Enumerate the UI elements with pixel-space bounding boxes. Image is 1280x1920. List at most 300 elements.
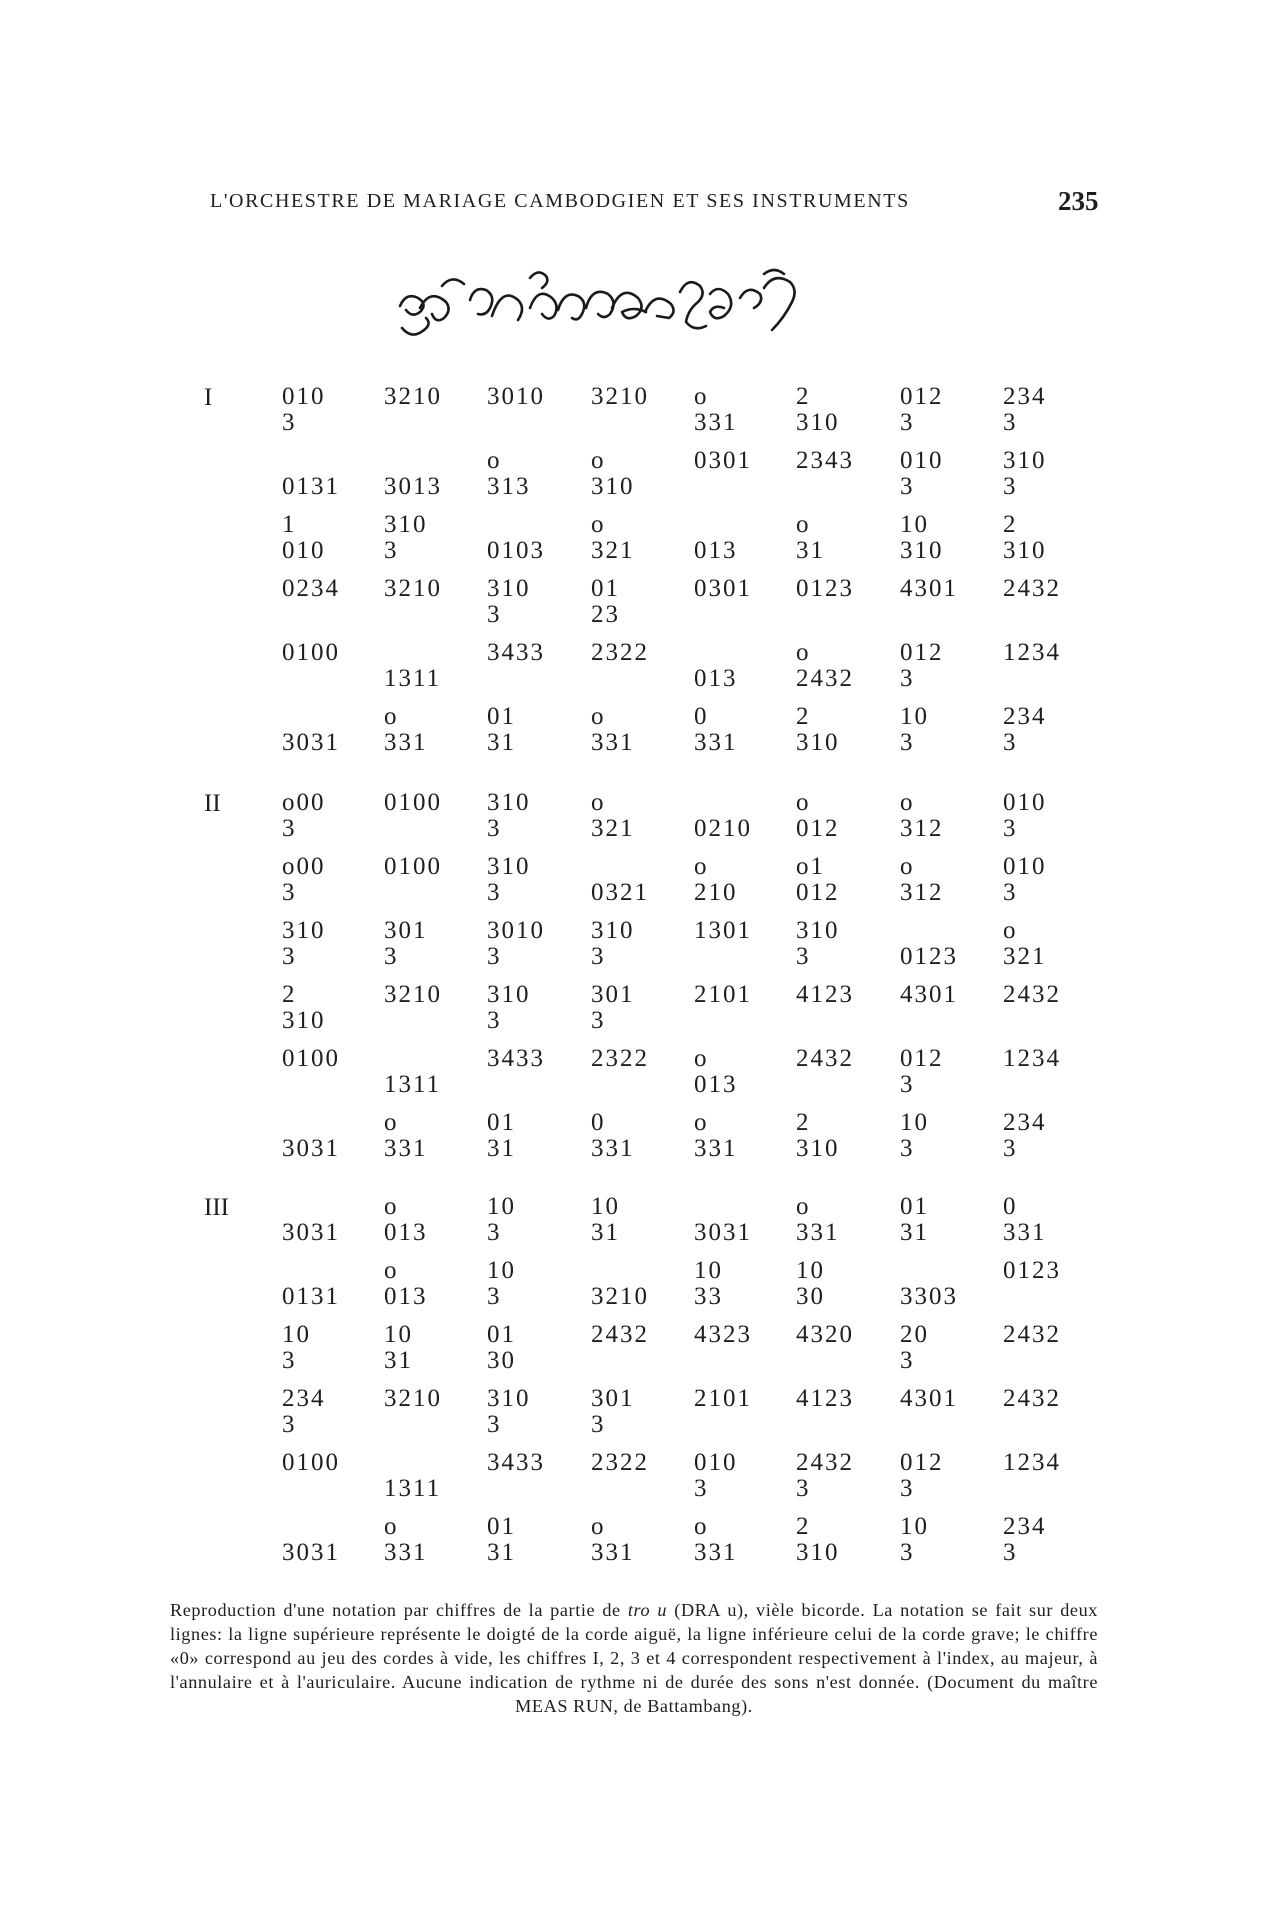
- upper-string-digits: o: [591, 789, 606, 816]
- upper-string-digits: 234: [1003, 1109, 1047, 1136]
- lower-string-digits: 3: [282, 1347, 297, 1374]
- upper-string-digits: 4323: [694, 1321, 752, 1348]
- notation-cell: [796, 1386, 908, 1438]
- notation-cell: [900, 790, 1012, 842]
- notation-cell: [591, 640, 703, 692]
- notation-cell: [1003, 982, 1115, 1034]
- notation-cell: [591, 384, 703, 436]
- upper-string-digits: 4301: [900, 981, 958, 1008]
- upper-string-digits: 1: [282, 511, 297, 538]
- notation-cell: [694, 854, 806, 906]
- notation-cell: [384, 854, 496, 906]
- notation-cell: [796, 1450, 908, 1502]
- upper-string-digits: o: [384, 1257, 399, 1284]
- lower-string-digits: 31: [796, 537, 825, 564]
- notation-cell: [591, 982, 703, 1034]
- upper-string-digits: 2432: [796, 1045, 854, 1072]
- notation-cell: [1003, 1046, 1115, 1098]
- notation-cell: [282, 384, 394, 436]
- notation-cell: [282, 790, 394, 842]
- page-number: 235: [1058, 186, 1099, 216]
- upper-string-digits: 4320: [796, 1321, 854, 1348]
- lower-string-digits: 23: [591, 601, 620, 628]
- upper-string-digits: o: [591, 703, 606, 730]
- upper-string-digits: o00: [282, 789, 326, 816]
- notation-cell: [591, 1386, 703, 1438]
- lower-string-digits: 3: [487, 1219, 502, 1246]
- upper-string-digits: 3210: [384, 575, 442, 602]
- notation-cell: [384, 704, 496, 756]
- lower-string-digits: 3: [694, 1475, 709, 1502]
- notation-cell: [694, 1046, 806, 1098]
- upper-string-digits: o: [384, 1193, 399, 1220]
- upper-string-digits: 2: [796, 703, 811, 730]
- upper-string-digits: o: [694, 1513, 709, 1540]
- notation-cell: [487, 982, 599, 1034]
- notation-cell: [591, 512, 703, 564]
- lower-string-digits: 331: [591, 1135, 635, 1162]
- lower-string-digits: 310: [796, 1539, 840, 1566]
- lower-string-digits: 331: [694, 1135, 738, 1162]
- upper-string-digits: 010: [1003, 789, 1047, 816]
- upper-string-digits: 3210: [384, 1385, 442, 1412]
- upper-string-digits: 10: [900, 1513, 929, 1540]
- notation-cell: [282, 1258, 394, 1310]
- notation-cell: [900, 512, 1012, 564]
- upper-string-digits: 2432: [591, 1321, 649, 1348]
- section-label: II: [204, 790, 221, 817]
- upper-string-digits: 0100: [282, 1045, 340, 1072]
- lower-string-digits: 3: [1003, 1135, 1018, 1162]
- notation-cell: [591, 1514, 703, 1566]
- notation-cell: [282, 704, 394, 756]
- upper-string-digits: o: [591, 447, 606, 474]
- lower-string-digits: 1311: [384, 1475, 442, 1502]
- notation-cell: [1003, 704, 1115, 756]
- upper-string-digits: 4301: [900, 1385, 958, 1412]
- notation-cell: [1003, 1322, 1115, 1374]
- notation-cell: [1003, 854, 1115, 906]
- upper-string-digits: 3433: [487, 639, 545, 666]
- notation-cell: [900, 704, 1012, 756]
- notation-cell: [796, 854, 908, 906]
- lower-string-digits: 3: [900, 1475, 915, 1502]
- notation-cell: [796, 982, 908, 1034]
- notation-cell: [796, 790, 908, 842]
- upper-string-digits: 20: [900, 1321, 929, 1348]
- upper-string-digits: 0100: [384, 789, 442, 816]
- upper-string-digits: 310: [591, 917, 635, 944]
- notation-cell: [694, 1322, 806, 1374]
- upper-string-digits: 3433: [487, 1449, 545, 1476]
- notation-cell: [282, 512, 394, 564]
- notation-cell: [900, 1514, 1012, 1566]
- notation-cell: [591, 448, 703, 500]
- lower-string-digits: 312: [900, 879, 944, 906]
- notation-cell: [900, 640, 1012, 692]
- lower-string-digits: 321: [1003, 943, 1047, 970]
- notation-cell: [1003, 1194, 1115, 1246]
- notation-cell: [487, 1514, 599, 1566]
- lower-string-digits: 310: [796, 729, 840, 756]
- lower-string-digits: 012: [796, 879, 840, 906]
- upper-string-digits: 234: [282, 1385, 326, 1412]
- notation-cell: [591, 790, 703, 842]
- notation-cell: [796, 1110, 908, 1162]
- lower-string-digits: 3: [1003, 1539, 1018, 1566]
- notation-cell: [694, 384, 806, 436]
- upper-string-digits: 310: [1003, 447, 1047, 474]
- upper-string-digits: o00: [282, 853, 326, 880]
- lower-string-digits: 310: [591, 473, 635, 500]
- lower-string-digits: 31: [487, 1135, 516, 1162]
- upper-string-digits: 301: [384, 917, 428, 944]
- lower-string-digits: 3: [1003, 879, 1018, 906]
- upper-string-digits: 010: [900, 447, 944, 474]
- upper-string-digits: 2: [282, 981, 297, 1008]
- notation-cell: [282, 982, 394, 1034]
- upper-string-digits: 010: [1003, 853, 1047, 880]
- notation-cell: [487, 918, 599, 970]
- upper-string-digits: o: [591, 1513, 606, 1540]
- upper-string-digits: 2: [796, 1109, 811, 1136]
- lower-string-digits: 0131: [282, 1283, 340, 1310]
- notation-cell: [591, 854, 703, 906]
- lower-string-digits: 3: [487, 815, 502, 842]
- lower-string-digits: 0210: [694, 815, 752, 842]
- lower-string-digits: 31: [487, 729, 516, 756]
- upper-string-digits: o: [796, 789, 811, 816]
- section-label: I: [204, 384, 213, 411]
- running-title: L'ORCHESTRE DE MARIAGE CAMBODGIEN ET SES INSTRUMENTS: [210, 190, 910, 212]
- lower-string-digits: 310: [282, 1007, 326, 1034]
- caption-text-1: Reproduction d'une notation par chiffres de la partie de: [170, 1600, 628, 1620]
- notation-cell: [1003, 1110, 1115, 1162]
- lower-string-digits: 3: [1003, 729, 1018, 756]
- upper-string-digits: 01: [487, 703, 516, 730]
- notation-cell: [694, 982, 806, 1034]
- lower-string-digits: 0103: [487, 537, 545, 564]
- upper-string-digits: 0: [1003, 1193, 1018, 1220]
- lower-string-digits: 331: [694, 409, 738, 436]
- notation-cell: [384, 640, 496, 692]
- notation-cell: [694, 790, 806, 842]
- notation-cell: [900, 982, 1012, 1034]
- upper-string-digits: 01: [487, 1321, 516, 1348]
- notation-cell: [900, 1046, 1012, 1098]
- notation-cell: [1003, 576, 1115, 628]
- lower-string-digits: 313: [487, 473, 531, 500]
- upper-string-digits: 2: [796, 383, 811, 410]
- lower-string-digits: 331: [384, 1135, 428, 1162]
- lower-string-digits: 331: [591, 729, 635, 756]
- lower-string-digits: 3: [900, 473, 915, 500]
- upper-string-digits: o: [694, 853, 709, 880]
- lower-string-digits: 31: [384, 1347, 413, 1374]
- lower-string-digits: 3: [282, 879, 297, 906]
- upper-string-digits: 3010: [487, 383, 545, 410]
- notation-cell: [1003, 512, 1115, 564]
- lower-string-digits: 3: [796, 943, 811, 970]
- upper-string-digits: 0: [591, 1109, 606, 1136]
- upper-string-digits: 012: [900, 383, 944, 410]
- notation-cell: [282, 576, 394, 628]
- lower-string-digits: 3: [900, 1071, 915, 1098]
- lower-string-digits: 013: [694, 1071, 738, 1098]
- upper-string-digits: o: [384, 1109, 399, 1136]
- upper-string-digits: 3433: [487, 1045, 545, 1072]
- lower-string-digits: 321: [591, 815, 635, 842]
- lower-string-digits: 3: [591, 1007, 606, 1034]
- lower-string-digits: 310: [796, 1135, 840, 1162]
- notation-cell: [384, 790, 496, 842]
- figure-caption: [170, 1598, 1098, 1718]
- lower-string-digits: 3031: [282, 1219, 340, 1246]
- upper-string-digits: o: [487, 447, 502, 474]
- upper-string-digits: o: [694, 383, 709, 410]
- notation-cell: [796, 1194, 908, 1246]
- lower-string-digits: 0321: [591, 879, 649, 906]
- notation-cell: [694, 448, 806, 500]
- notation-cell: [694, 1514, 806, 1566]
- upper-string-digits: o: [796, 511, 811, 538]
- caption-text-2: (DRA u), vièle bicorde. La notation se fait sur deux lignes: la ligne supérieure représente le doigté de la corde aiguë, la ligne inférieure celui de la corde grave; le chiffre «0» correspond au jeu des cordes à vide, les chiffres I, 2, 3 et 4 correspondent respectivement à l'index, au majeur, à l'annulaire et à l'auriculaire. Aucune indication de rythme ni de durée des sons n'est donnée. (Document du maître MEAS RUN, de Battambang).: [170, 1600, 1098, 1716]
- upper-string-digits: 3210: [384, 981, 442, 1008]
- upper-string-digits: 234: [1003, 1513, 1047, 1540]
- lower-string-digits: 3: [282, 815, 297, 842]
- caption-italic-term: tro u: [627, 1600, 668, 1620]
- notation-cell: [282, 448, 394, 500]
- upper-string-digits: o: [1003, 917, 1018, 944]
- upper-string-digits: o: [384, 703, 399, 730]
- notation-cell: [384, 1514, 496, 1566]
- notation-cell: [796, 1514, 908, 1566]
- lower-string-digits: 3: [591, 1411, 606, 1438]
- lower-string-digits: 3: [282, 943, 297, 970]
- upper-string-digits: 310: [796, 917, 840, 944]
- upper-string-digits: 2101: [694, 1385, 752, 1412]
- upper-string-digits: 4301: [900, 575, 958, 602]
- notation-cell: [487, 640, 599, 692]
- notation-cell: [487, 1110, 599, 1162]
- upper-string-digits: 3010: [487, 917, 545, 944]
- upper-string-digits: 310: [282, 917, 326, 944]
- upper-string-digits: o: [694, 1109, 709, 1136]
- notation-cell: [487, 1386, 599, 1438]
- notation-cell: [796, 918, 908, 970]
- notation-cell: [487, 790, 599, 842]
- lower-string-digits: 3: [1003, 815, 1018, 842]
- lower-string-digits: 210: [694, 879, 738, 906]
- upper-string-digits: o: [694, 1045, 709, 1072]
- lower-string-digits: 3: [384, 943, 399, 970]
- upper-string-digits: 0234: [282, 575, 340, 602]
- upper-string-digits: 310: [487, 1385, 531, 1412]
- upper-string-digits: 10: [282, 1321, 311, 1348]
- upper-string-digits: 4123: [796, 1385, 854, 1412]
- upper-string-digits: 234: [1003, 383, 1047, 410]
- upper-string-digits: 10: [591, 1193, 620, 1220]
- notation-cell: [694, 1194, 806, 1246]
- upper-string-digits: 0301: [694, 447, 752, 474]
- lower-string-digits: 331: [1003, 1219, 1047, 1246]
- notation-cell: [282, 1450, 394, 1502]
- notation-cell: [796, 1046, 908, 1098]
- notation-cell: [796, 1322, 908, 1374]
- upper-string-digits: 0100: [384, 853, 442, 880]
- notation-cell: [282, 1322, 394, 1374]
- notation-cell: [694, 1450, 806, 1502]
- upper-string-digits: 310: [384, 511, 428, 538]
- section-label: III: [204, 1194, 229, 1221]
- upper-string-digits: 2: [1003, 511, 1018, 538]
- lower-string-digits: 3: [487, 879, 502, 906]
- upper-string-digits: 10: [694, 1257, 723, 1284]
- lower-string-digits: 3: [1003, 409, 1018, 436]
- notation-cell: [900, 448, 1012, 500]
- notation-cell: [591, 576, 703, 628]
- lower-string-digits: 3: [487, 1411, 502, 1438]
- lower-string-digits: 013: [384, 1283, 428, 1310]
- notation-cell: [900, 1450, 1012, 1502]
- upper-string-digits: 3210: [591, 383, 649, 410]
- notation-cell: [796, 640, 908, 692]
- lower-string-digits: 331: [384, 1539, 428, 1566]
- lower-string-digits: 331: [591, 1539, 635, 1566]
- notation-cell: [384, 1386, 496, 1438]
- lower-string-digits: 3: [900, 1135, 915, 1162]
- lower-string-digits: 013: [694, 537, 738, 564]
- lower-string-digits: 3: [900, 1539, 915, 1566]
- notation-cell: [1003, 1514, 1115, 1566]
- upper-string-digits: 0123: [1003, 1257, 1061, 1284]
- lower-string-digits: 30: [796, 1283, 825, 1310]
- lower-string-digits: 331: [384, 729, 428, 756]
- upper-string-digits: 234: [1003, 703, 1047, 730]
- notation-cell: [796, 1258, 908, 1310]
- upper-string-digits: 2343: [796, 447, 854, 474]
- notation-cell: [384, 1046, 496, 1098]
- upper-string-digits: 3210: [384, 383, 442, 410]
- lower-string-digits: 3: [487, 1007, 502, 1034]
- notation-cell: [282, 640, 394, 692]
- notation-cell: [384, 384, 496, 436]
- lower-string-digits: 30: [487, 1347, 516, 1374]
- notation-cell: [487, 1258, 599, 1310]
- notation-cell: [1003, 1258, 1115, 1310]
- notation-cell: [384, 1194, 496, 1246]
- lower-string-digits: 3: [282, 1411, 297, 1438]
- upper-string-digits: o1: [796, 853, 825, 880]
- notation-cell: [591, 918, 703, 970]
- upper-string-digits: 10: [384, 1321, 413, 1348]
- lower-string-digits: 013: [384, 1219, 428, 1246]
- upper-string-digits: 10: [900, 703, 929, 730]
- lower-string-digits: 3013: [384, 473, 442, 500]
- notation-cell: [384, 576, 496, 628]
- notation-cell: [694, 704, 806, 756]
- upper-string-digits: 010: [694, 1449, 738, 1476]
- notation-cell: [282, 1194, 394, 1246]
- notation-cell: [1003, 640, 1115, 692]
- notation-cell: [900, 576, 1012, 628]
- notation-cell: [591, 1450, 703, 1502]
- notation-cell: [694, 1110, 806, 1162]
- notation-cell: [487, 854, 599, 906]
- notation-cell: [282, 854, 394, 906]
- notation-cell: [1003, 918, 1115, 970]
- upper-string-digits: 012: [900, 1045, 944, 1072]
- lower-string-digits: 31: [487, 1539, 516, 1566]
- upper-string-digits: 01: [591, 575, 620, 602]
- upper-string-digits: 2432: [1003, 981, 1061, 1008]
- lower-string-digits: 3: [900, 665, 915, 692]
- upper-string-digits: 0123: [796, 575, 854, 602]
- lower-string-digits: 3031: [694, 1219, 752, 1246]
- notation-cell: [694, 512, 806, 564]
- lower-string-digits: 0123: [900, 943, 958, 970]
- upper-string-digits: 2432: [796, 1449, 854, 1476]
- upper-string-digits: 1234: [1003, 1449, 1061, 1476]
- notation-cell: [487, 1194, 599, 1246]
- notation-cell: [900, 1110, 1012, 1162]
- upper-string-digits: 01: [900, 1193, 929, 1220]
- lower-string-digits: 312: [900, 815, 944, 842]
- notation-cell: [384, 448, 496, 500]
- notation-cell: [694, 576, 806, 628]
- upper-string-digits: o: [900, 789, 915, 816]
- lower-string-digits: 3: [900, 729, 915, 756]
- notation-cell: [900, 918, 1012, 970]
- upper-string-digits: 2101: [694, 981, 752, 1008]
- lower-string-digits: 3031: [282, 729, 340, 756]
- notation-cell: [694, 918, 806, 970]
- notation-cell: [1003, 448, 1115, 500]
- upper-string-digits: 1234: [1003, 1045, 1061, 1072]
- upper-string-digits: 301: [591, 981, 635, 1008]
- upper-string-digits: 0: [694, 703, 709, 730]
- notation-cell: [1003, 1450, 1115, 1502]
- notation-cell: [796, 448, 908, 500]
- notation-cell: [900, 1386, 1012, 1438]
- notation-cell: [282, 918, 394, 970]
- upper-string-digits: 1234: [1003, 639, 1061, 666]
- notation-cell: [591, 1258, 703, 1310]
- notation-cell: [487, 512, 599, 564]
- upper-string-digits: 10: [796, 1257, 825, 1284]
- lower-string-digits: 3: [796, 1475, 811, 1502]
- upper-string-digits: 301: [591, 1385, 635, 1412]
- upper-string-digits: 012: [900, 639, 944, 666]
- notation-cell: [282, 1110, 394, 1162]
- notation-cell: [487, 704, 599, 756]
- lower-string-digits: 1311: [384, 1071, 442, 1098]
- notation-cell: [796, 384, 908, 436]
- lower-string-digits: 3: [1003, 473, 1018, 500]
- upper-string-digits: 10: [900, 511, 929, 538]
- notation-cell: [487, 1322, 599, 1374]
- notation-cell: [591, 1322, 703, 1374]
- lower-string-digits: 3: [900, 1347, 915, 1374]
- lower-string-digits: 331: [796, 1219, 840, 1246]
- notation-cell: [384, 982, 496, 1034]
- upper-string-digits: 10: [487, 1193, 516, 1220]
- notation-cell: [487, 448, 599, 500]
- notation-cell: [694, 640, 806, 692]
- lower-string-digits: 3: [282, 409, 297, 436]
- notation-cell: [796, 576, 908, 628]
- notation-cell: [591, 1194, 703, 1246]
